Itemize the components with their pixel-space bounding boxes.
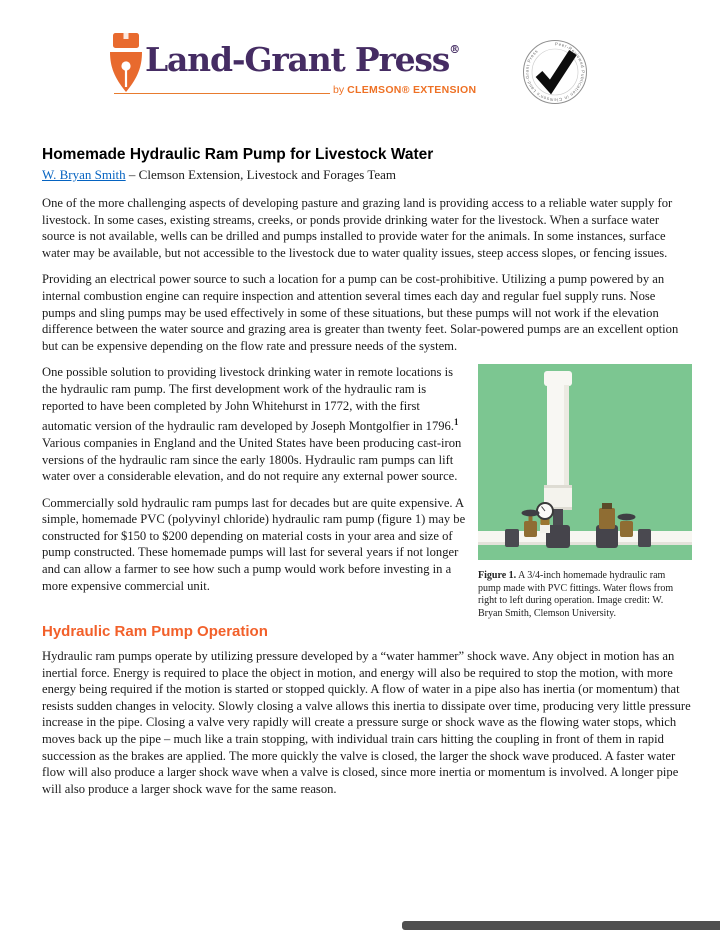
figure-caption-text: A 3/4-inch homemade hydraulic ram pump made with PVC fittings. Water flows from right to left during operation. Image credit: W. Bryan Smith, Clemson University. — [478, 570, 674, 619]
figure-caption — [478, 570, 684, 620]
wrapped-text-column — [42, 364, 466, 620]
figure-column — [478, 364, 692, 620]
tagline-org: CLEMSON® EXTENSION — [347, 84, 477, 96]
article-body — [42, 146, 692, 807]
registered-mark: ® — [449, 43, 461, 56]
figure-image-ram-pump — [478, 364, 692, 560]
author-link[interactable]: W. Bryan Smith — [42, 167, 126, 182]
history-text-cont: Various companies in England and the United States have been producing cast-iron versions of the hydraulic ram since the early 1800s. Hydraulic ram pumps can lift water over a considerable elevation, and do not require any external power source. — [42, 435, 462, 484]
paragraph-operation: Hydraulic ram pumps operate by utilizing pressure developed by a “water hammer” shock wave. Any object in motion has an inertial force. Energy is required to place the object in motion, and energy will also be required to stop the motion, with more energy being required if the motion is started or stopped quickly. A flow of water in a pipe also has inertia (or momentum) that resists sudden changes in velocity. Slowly closing a valve allows this inertia to dissipate over time, producing very little pressure increase in the pipe. Closing a valve very rapidly will create a pressure surge or shock wave as the flowing water stops, which moves back up the pipe – much like a train stopping, with individual train cars hitting the coupling in front of them in rapid succession as the brakes are applied. The more quickly the valve is closed, the larger the shock wave produced. A faster water flow will also produce a larger shock wave when a valve is closed, since more inertia or momentum is involved. A longer pipe will also produce a larger shock wave for the same reason. — [42, 648, 691, 796]
peer-review-seal — [520, 37, 590, 107]
brand-text: Land-Grant Press — [145, 40, 450, 79]
paragraph-intro: One of the more challenging aspects of developing pasture and grazing land is providing access to a reliable water supply for livestock. In some cases, existing streams, creeks, or ponds provide drinking water for the livestock. When a surface water source is not available, wells can be drilled and pumps installed to provide water for the animals. In some instances, surface water may be available, but not accessible to the livestock due to water quality issues, steep access slopes, or fencing issues. — [42, 196, 673, 260]
byline — [42, 167, 692, 183]
brand-wordmark — [145, 40, 460, 79]
horizontal-scrollbar-thumb[interactable] — [402, 921, 720, 930]
section-heading-operation: Hydraulic Ram Pump Operation — [42, 622, 268, 640]
figure-label: Figure 1. — [478, 570, 517, 582]
pen-nib-icon — [107, 33, 145, 95]
paragraph-history — [42, 364, 466, 484]
left-brass-valve — [522, 510, 540, 537]
author-affiliation: – Clemson Extension, Livestock and Forages Team — [125, 167, 397, 182]
text-figure-row — [42, 364, 692, 620]
left-coupling — [505, 529, 519, 547]
footnote-ref-1[interactable]: 1 — [454, 417, 459, 428]
right-coupling — [638, 529, 651, 547]
figure-1 — [478, 364, 692, 620]
pressure-chamber — [544, 371, 572, 510]
tagline-by: by — [333, 84, 345, 96]
brand-tagline — [333, 84, 476, 96]
history-text: One possible solution to providing livestock drinking water in remote locations is the hydraulic ram pump. The first development work of the hydraulic ram is reported to have been completed by John Whitehurst in 1772, with the first automatic version of the hydraulic ram developed by Joseph Montgolfier in 1796. — [42, 365, 454, 434]
masthead — [0, 0, 720, 125]
paragraph-power-options: Providing an electrical power source to such a location for a pump can be cost-prohibitive. Utilizing a pump powered by an internal combustion engine can require inspection and attention several times each day and regular fuel supply runs. Nose pumps and sling pumps may be used effectively in some of these situations, but these pumps will not work if the elevation difference between the water source and grazing area is greater than twenty feet. Solar-powered pumps are an excellent option but can be expensive depending on the flow rate and pressure needs of the system. — [42, 272, 679, 353]
page-title: Homemade Hydraulic Ram Pump for Livestock Water — [42, 146, 434, 163]
right-brass-valve — [618, 514, 636, 537]
paragraph-cost: Commercially sold hydraulic ram pumps last for decades but are quite expensive. A simple, homemade PVC (polyvinyl chloride) hydraulic ram pump (figure 1) may be constructed for $150 to $200 depending on material costs in your area and size of pump constructed. These homemade pumps will last for several years if not longer and can allow a farmer to see how such a pump would work before investing in a more expensive commercial unit. — [42, 495, 466, 593]
seal-ring-text: Peer-Reviewed Publication in Clemson's Land-Grant Press — [524, 41, 586, 103]
logo-rule — [114, 93, 330, 94]
